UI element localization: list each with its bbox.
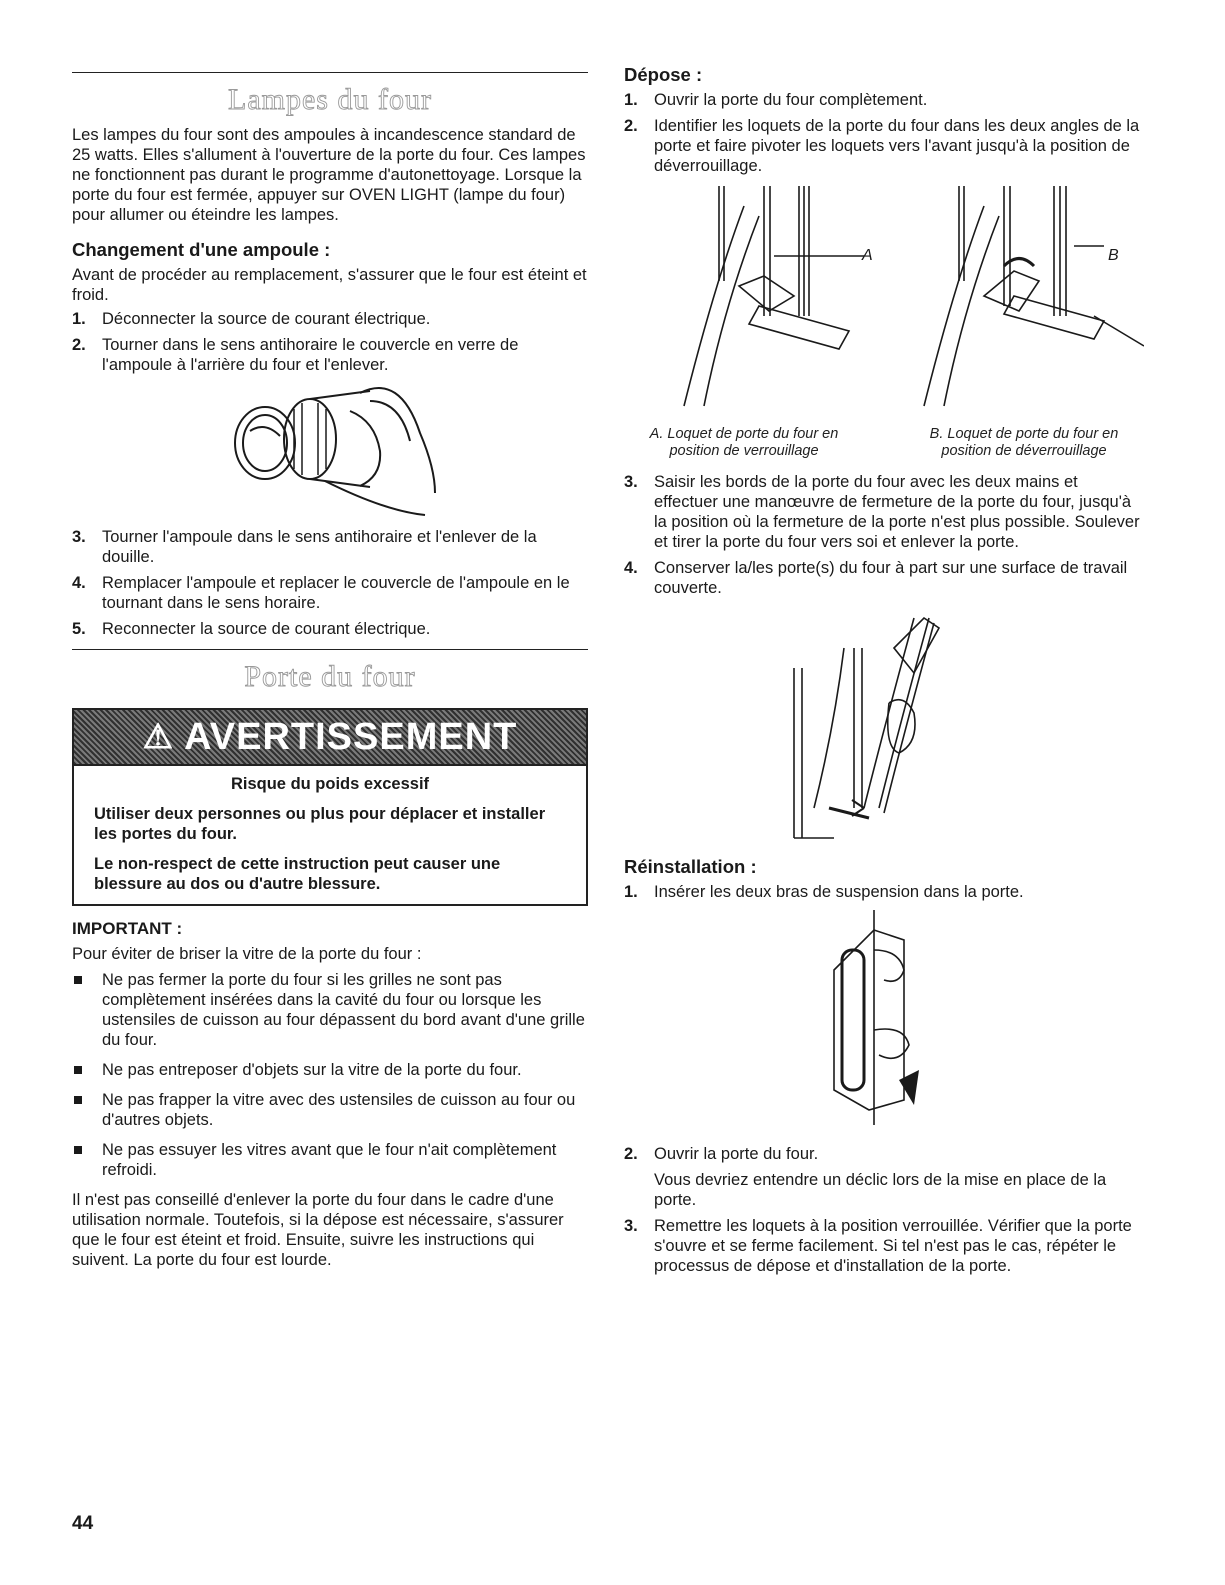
section-title-oven-lamps: Lampes du four [228, 83, 432, 116]
section-title-oven-door: Porte du four [244, 660, 416, 693]
door-latch-illustration [624, 186, 1144, 416]
warning-box [72, 708, 588, 906]
removal-steps-list [624, 90, 1144, 176]
removal-heading: Dépose : [624, 64, 703, 85]
lamps-intro: Les lampes du four sont des ampoules à incandescence standard de 25 watts. Elles s'allument à l'ouverture de la porte du four. Ces lampes ne fonctionnent pas durant le programme d'autonettoyage. Lorsque la porte du four est fermée, appuyer sur OVEN LIGHT (lampe du four) pour allumer ou éteindre les lampes. [72, 126, 586, 224]
latch-label-a: A [862, 247, 873, 264]
left-column [72, 60, 588, 1270]
warning-title: AVERTISSEMENT [184, 716, 518, 758]
list-item: 1. Déconnecter la source de courant électrique. [72, 310, 431, 328]
list-item: 1. Insérer les deux bras de suspension dans la porte. [624, 883, 1024, 901]
list-item: 4. Remplacer l'ampoule et replacer le couvercle de l'ampoule en le tournant dans le sens horaire. [72, 574, 570, 612]
list-item: 3. Tourner l'ampoule dans le sens antihoraire et l'enlever de la douille. [72, 528, 537, 566]
caption-a: A. Loquet de porte du four en position de verrouillage [649, 426, 839, 459]
list-item: 2. Tourner dans le sens antihoraire le couvercle en verre de l'ampoule à l'arrière du four et l'enlever. [72, 336, 519, 374]
reinstall-steps-list [624, 882, 1144, 902]
section-divider [72, 649, 588, 650]
warning-line-1: Utiliser deux personnes ou plus pour déplacer et installer les portes du four. [94, 805, 546, 843]
door-lift-illustration [774, 608, 994, 848]
important-heading: IMPORTANT : [72, 919, 183, 938]
page-number: 44 [72, 1513, 94, 1534]
warning-line-2: Le non-respect de cette instruction peut causer une blessure au dos ou d'autre blessure. [94, 855, 501, 893]
list-item: 2. Ouvrir la porte du four. Vous devriez entendre un déclic lors de la mise en place de la porte. [624, 1145, 1107, 1209]
hinge-insert-illustration [814, 910, 954, 1130]
bulb-steps-list [72, 309, 588, 375]
list-item: 3. Remettre les loquets à la position verrouillée. Vérifier que la porte s'ouvre et se ferme facilement. Si tel n'est pas le cas, répéter le processus de dépose et d'installation de la porte. [624, 1217, 1132, 1275]
list-item: 4. Conserver la/les porte(s) du four à part sur une surface de travail couverte. [624, 559, 1128, 597]
removal-advice: Il n'est pas conseillé d'enlever la porte du four dans le cadre d'une utilisation normale. Toutefois, si la dépose est nécessaire, s'assurer que le four est éteint et froid. Ensuite, suivre les instructions qui suivent. La porte du four est lourde. [72, 1191, 564, 1269]
list-item: 3. Saisir les bords de la porte du four avec les deux mains et effectuer une manœuvre de fermeture de la porte du four, jusqu'à la position où la fermeture de la porte n'est plus possible. Soulever et tirer la porte du four vers soi et enlever la porte. [624, 473, 1140, 551]
bullet-item: Ne pas frapper la vitre avec des ustensiles de cuisson au four ou d'autres objets. [72, 1090, 588, 1130]
bulb-replacement-illustration [210, 381, 450, 521]
warning-triangle-icon: ⚠ [142, 718, 175, 756]
warning-body [74, 766, 586, 904]
bulb-steps-list-continued [72, 527, 588, 639]
latch-captions [624, 426, 1144, 460]
right-column [624, 60, 1144, 1282]
removal-steps-list-continued [624, 472, 1144, 598]
caption-b: B. Loquet de porte du four en position de déverrouillage [929, 426, 1119, 459]
warning-risk: Risque du poids excessif [230, 775, 430, 793]
bullet-item: Ne pas entreposer d'objets sur la vitre de la porte du four. [72, 1060, 588, 1080]
latch-label-b: B [1108, 247, 1119, 264]
list-item: 5. Reconnecter la source de courant électrique. [72, 620, 431, 638]
bulb-change-heading: Changement d'une ampoule : [72, 239, 331, 260]
list-item: 2. Identifier les loquets de la porte du four dans les deux angles de la porte et faire pivoter les loquets vers l'avant jusqu'à la position de déverrouillage. [624, 117, 1140, 175]
reinstall-heading: Réinstallation : [624, 856, 757, 877]
important-bullet-list [72, 970, 588, 1180]
bulb-intro: Avant de procéder au remplacement, s'assurer que le four est éteint et froid. [72, 266, 587, 304]
important-intro: Pour éviter de briser la vitre de la porte du four : [72, 945, 422, 963]
section-divider [72, 72, 588, 73]
warning-header [74, 710, 586, 766]
list-item: 1. Ouvrir la porte du four complètement. [624, 91, 928, 109]
bullet-item: Ne pas fermer la porte du four si les grilles ne sont pas complètement insérées dans la cavité du four ou lorsque les ustensiles de cuisson au four dépassent du bord avant d'une grille du four. [72, 970, 588, 1050]
bullet-item: Ne pas essuyer les vitres avant que le four n'ait complètement refroidi. [72, 1140, 588, 1180]
reinstall-steps-list-continued [624, 1144, 1144, 1276]
